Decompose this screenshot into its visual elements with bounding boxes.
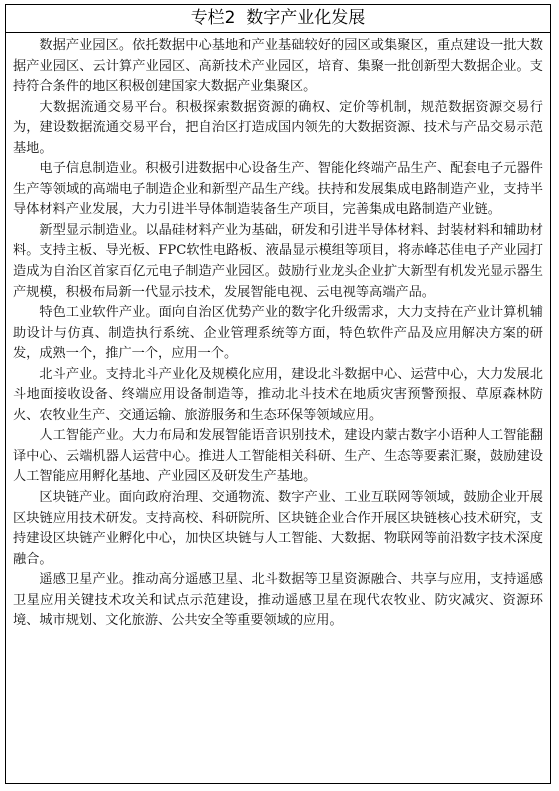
paragraph-blockchain-industry: 区块链产业。面向政府治理、交通物流、数字产业、工业互联网等领域，鼓励企业开展区块链应用技术研发。支持高校、科研院所、区块链企业合作开展区块链核心技术研究，支持建设区块链产业孵化中心，加快区块链与人工智能、大数据、物联网等前沿数字技术深度融合。 — [13, 490, 543, 567]
column-title: 专栏2 数字产业化发展 — [6, 5, 550, 33]
paragraph-industrial-software: 特色工业软件产业。面向自治区优势产业的数字化升级需求，大力支持在产业计算机辅助设计与仿真、制造执行系统、企业管理系统等方面，特色软件产品及应用解决方案的研发，成熟一个，推广一个，应用一个。 — [13, 305, 543, 362]
paragraph-beidou-industry: 北斗产业。支持北斗产业化及规模化应用，建设北斗数据中心、运营中心，大力发展北斗地面接收设备、终端应用设备制造等，推动北斗技术在地质灾害预警预报、草原森林防火、农牧业生产、交通运输、旅游服务和生态环保等领域应用。 — [13, 366, 543, 423]
column-box — [5, 4, 551, 784]
paragraph-ai-industry: 人工智能产业。大力布局和发展智能语音识别技术，建设内蒙古数字小语种人工智能翻译中心、云端机器人运营中心。推进人工智能相关科研、生产、生态等要素汇聚，鼓励建设人工智能应用孵化基地、产业园区及研发生产基地。 — [13, 428, 543, 485]
paragraph-data-industrial-park: 数据产业园区。依托数据中心基地和产业基础较好的园区或集聚区，重点建设一批大数据产业园区、云计算产业园区、高新技术产业园区，培育、集聚一批创新型大数据企业。支持符合条件的地区积极创建国家大数据产业集聚区。 — [13, 38, 543, 95]
paragraph-data-trading-platform: 大数据流通交易平台。积极探索数据资源的确权、定价等机制，规范数据资源交易行为，建设数据流通交易平台，把自治区打造成国内领先的大数据资源、技术与产品交易示范基地。 — [13, 99, 543, 156]
paragraph-display-manufacturing: 新型显示制造业。以晶硅材料产业为基础，研发和引进半导体材料、封装材料和辅助材料。支持主板、导光板、FPC软性电路板、液晶显示模组等项目，将赤峰芯佳电子产业园打造成为自治区首家百亿元电子制造产业园区。鼓励行业龙头企业扩大新型有机发光显示器生产规模，积极布局新一代显示技术，发展智能电视、云电视等高端产品。 — [13, 222, 543, 300]
column-content — [6, 33, 550, 632]
paragraph-remote-sensing-satellite: 遥感卫星产业。推动高分遥感卫星、北斗数据等卫星资源融合、共享与应用，支持遥感卫星应用关键技术攻关和试点示范建设，推动遥感卫星在现代农牧业、防灾减灾、资源环境、城市规划、文化旅游、公共安全等重要领域的应用。 — [13, 572, 543, 629]
paragraph-electronics-manufacturing: 电子信息制造业。积极引进数据中心设备生产、智能化终端产品生产、配套电子元器件生产等领域的高端电子制造企业和新型产品生产线。扶持和发展集成电路制造产业，支持半导体材料产业发展，大力引进半导体制造装备生产项目，完善集成电路制造产业链。 — [13, 161, 543, 218]
